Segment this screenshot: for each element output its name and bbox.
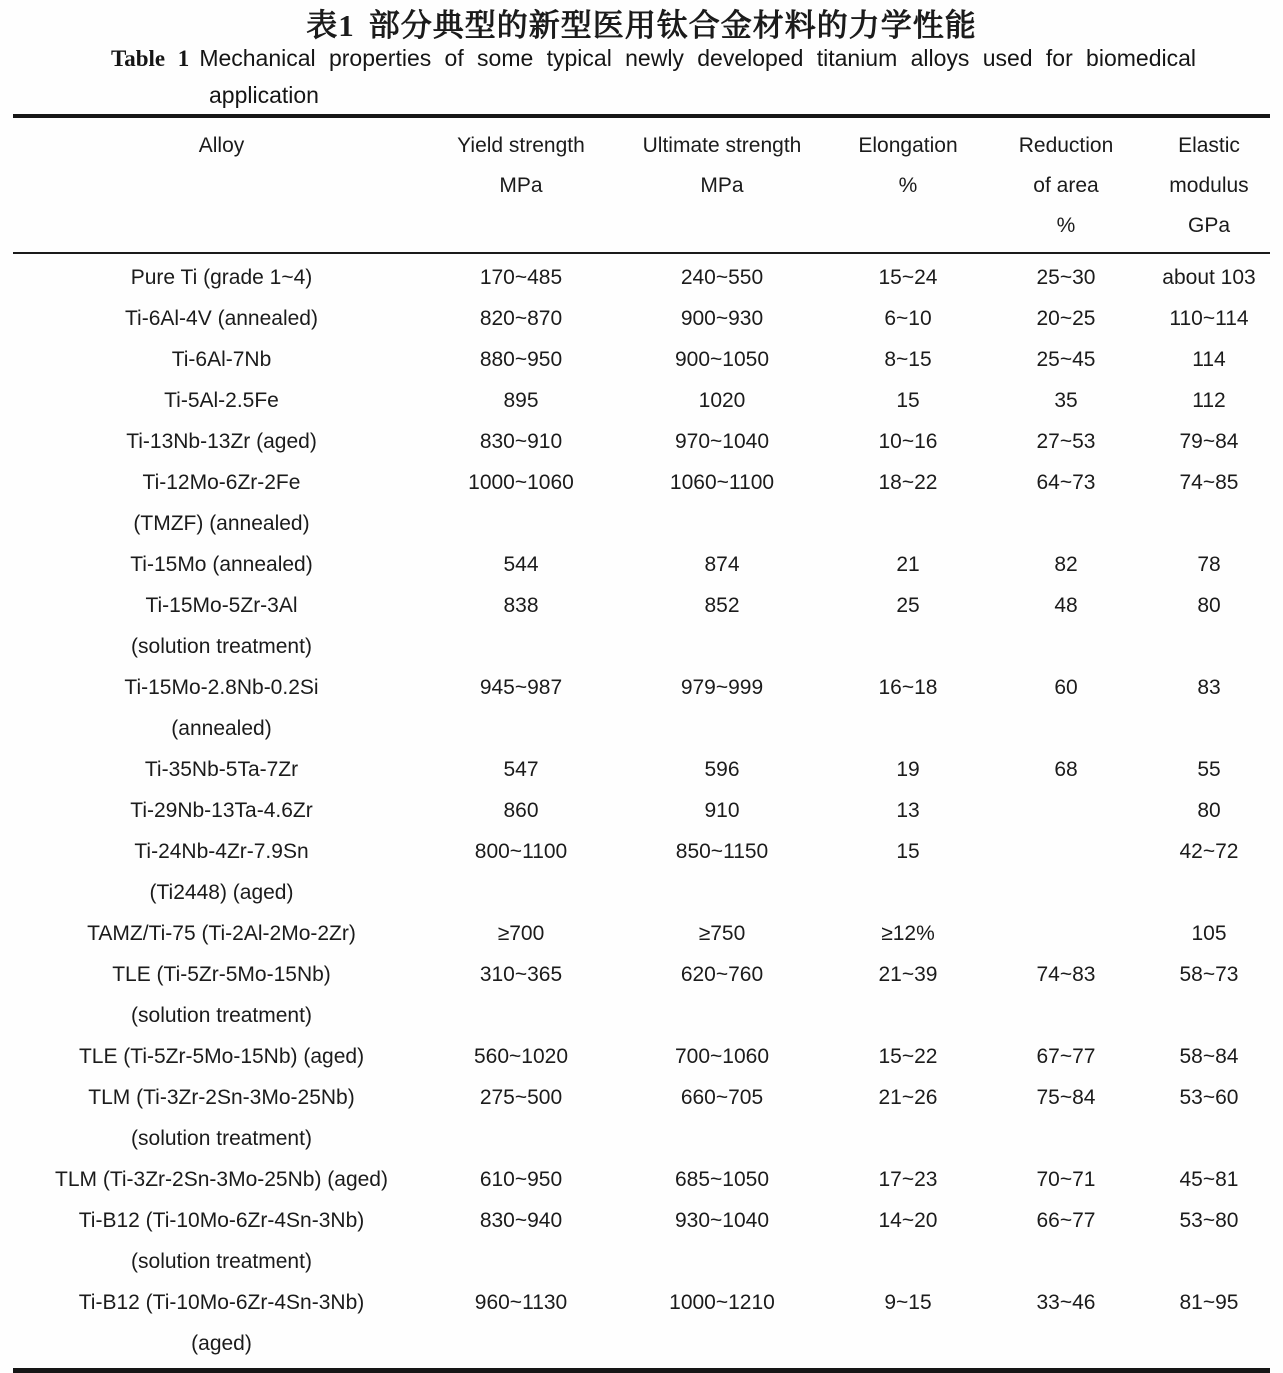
value-text: 70~71 <box>1036 1168 1096 1191</box>
value-text: 64~73 <box>1036 471 1096 494</box>
value-cell-elastic-modulus <box>1148 421 1270 462</box>
table-body <box>13 254 1270 1368</box>
alloy-name-line: (aged) <box>191 1332 252 1355</box>
value-text: 838 <box>503 594 539 617</box>
value-text: ≥12% <box>881 922 935 945</box>
value-cell-ultimate-strength <box>612 1159 832 1200</box>
value-text: 1000~1060 <box>468 471 574 494</box>
table-row <box>13 585 1270 667</box>
value-text: 35 <box>1054 389 1078 412</box>
value-text: 105 <box>1191 922 1227 945</box>
table-caption-zh-text: 部分典型的新型医用钛合金材料的力学性能 <box>368 8 977 43</box>
value-text: 15~24 <box>878 266 938 289</box>
value-text: 10~16 <box>878 430 938 453</box>
column-header-ultimate-strength <box>612 126 832 206</box>
column-header-line: MPa <box>499 174 543 197</box>
value-text <box>984 831 1148 872</box>
table-caption-zh-label: 表1 <box>306 8 355 43</box>
value-cell-elastic-modulus <box>1148 339 1270 380</box>
alloy-name-line: (solution treatment) <box>131 635 312 658</box>
table-row <box>13 749 1270 790</box>
value-text: 8~15 <box>884 348 932 371</box>
alloy-name-line: Ti-12Mo-6Zr-2Fe <box>142 471 301 494</box>
value-text: 45~81 <box>1179 1168 1239 1191</box>
value-cell-elastic-modulus <box>1148 1200 1270 1241</box>
value-text: 78 <box>1197 553 1221 576</box>
value-cell-yield-strength <box>430 462 612 503</box>
alloy-name-line: TLE (Ti-5Zr-5Mo-15Nb) <box>112 963 331 986</box>
column-header-line: Elongation <box>858 134 958 157</box>
alloy-name-line: Pure Ti (grade 1~4) <box>130 266 313 289</box>
value-text: 67~77 <box>1036 1045 1096 1068</box>
value-text: 21~39 <box>878 963 938 986</box>
value-cell-reduction-of-area <box>984 421 1148 462</box>
value-text: 48 <box>1054 594 1078 617</box>
value-cell-reduction-of-area <box>984 1077 1148 1118</box>
value-cell-reduction-of-area <box>984 831 1148 872</box>
value-cell-elongation <box>832 380 984 421</box>
value-text: 25~30 <box>1036 266 1096 289</box>
value-text: 15~22 <box>878 1045 938 1068</box>
alloy-name-line: Ti-6Al-4V (annealed) <box>125 307 318 330</box>
table-row <box>13 544 1270 585</box>
value-cell-elongation <box>832 298 984 339</box>
value-text: 685~1050 <box>674 1168 770 1191</box>
value-text: 900~930 <box>680 307 764 330</box>
value-text <box>984 790 1148 831</box>
value-text: 1060~1100 <box>669 471 775 494</box>
alloy-name-line: Ti-6Al-7Nb <box>171 348 272 371</box>
alloy-cell <box>13 585 430 667</box>
value-cell-reduction-of-area <box>984 462 1148 503</box>
value-cell-yield-strength <box>430 1159 612 1200</box>
value-text: 830~940 <box>479 1209 563 1232</box>
value-text: 240~550 <box>680 266 764 289</box>
alloy-name-line: TLM (Ti-3Zr-2Sn-3Mo-25Nb) (aged) <box>55 1168 388 1191</box>
value-cell-yield-strength <box>430 257 612 298</box>
table-row <box>13 298 1270 339</box>
value-cell-reduction-of-area <box>984 790 1148 831</box>
table-row <box>13 790 1270 831</box>
value-text: 895 <box>503 389 539 412</box>
value-text: about 103 <box>1162 266 1256 289</box>
column-header-line: Ultimate strength <box>642 134 802 157</box>
value-cell-elongation <box>832 339 984 380</box>
alloy-cell <box>13 667 430 749</box>
column-header-line: MPa <box>700 174 744 197</box>
value-cell-ultimate-strength <box>612 1077 832 1118</box>
value-cell-elastic-modulus <box>1148 749 1270 790</box>
column-header-alloy <box>13 126 430 166</box>
value-text: 20~25 <box>1036 307 1096 330</box>
alloy-name-line: TLM (Ti-3Zr-2Sn-3Mo-25Nb) <box>88 1086 355 1109</box>
value-cell-ultimate-strength <box>612 913 832 954</box>
value-cell-elongation <box>832 257 984 298</box>
value-cell-reduction-of-area <box>984 913 1148 954</box>
value-cell-elongation <box>832 585 984 626</box>
value-text: 112 <box>1192 389 1226 412</box>
value-cell-elastic-modulus <box>1148 1036 1270 1077</box>
value-cell-elongation <box>832 462 984 503</box>
value-text: 874 <box>704 553 740 576</box>
value-cell-elastic-modulus <box>1148 380 1270 421</box>
alloy-cell <box>13 831 430 913</box>
alloy-cell <box>13 298 430 339</box>
table-row <box>13 1159 1270 1200</box>
alloy-cell <box>13 749 430 790</box>
table-row <box>13 954 1270 1036</box>
value-text: 13 <box>896 799 920 822</box>
value-text: ≥700 <box>497 922 545 945</box>
alloy-cell <box>13 1036 430 1077</box>
value-cell-ultimate-strength <box>612 257 832 298</box>
properties-table <box>13 114 1270 1373</box>
alloy-cell <box>13 913 430 954</box>
alloy-cell <box>13 421 430 462</box>
value-cell-elastic-modulus <box>1148 585 1270 626</box>
value-cell-yield-strength <box>430 1200 612 1241</box>
value-cell-yield-strength <box>430 298 612 339</box>
value-text: 900~1050 <box>674 348 770 371</box>
value-text: ≥750 <box>698 922 746 945</box>
alloy-name-line: Ti-24Nb-4Zr-7.9Sn <box>134 840 309 863</box>
value-cell-elongation <box>832 790 984 831</box>
value-cell-elongation <box>832 1159 984 1200</box>
value-cell-ultimate-strength <box>612 831 832 872</box>
value-text: 80 <box>1197 594 1221 617</box>
value-text: 27~53 <box>1036 430 1096 453</box>
value-text: 74~83 <box>1036 963 1096 986</box>
value-cell-reduction-of-area <box>984 339 1148 380</box>
alloy-name-line: (TMZF) (annealed) <box>133 512 310 535</box>
value-text: 25~45 <box>1036 348 1096 371</box>
column-header-line: % <box>898 174 918 197</box>
table-row <box>13 421 1270 462</box>
value-cell-elongation <box>832 1077 984 1118</box>
table-row <box>13 913 1270 954</box>
value-text: 880~950 <box>479 348 563 371</box>
value-cell-ultimate-strength <box>612 1200 832 1241</box>
value-text: 110~114 <box>1169 307 1249 330</box>
value-cell-yield-strength <box>430 544 612 585</box>
alloy-cell <box>13 1159 430 1200</box>
table-row <box>13 1036 1270 1077</box>
table-caption-en-line2: application <box>209 82 319 108</box>
value-text: 660~705 <box>680 1086 764 1109</box>
value-cell-ultimate-strength <box>612 298 832 339</box>
column-header-line: GPa <box>1187 214 1231 237</box>
value-cell-elastic-modulus <box>1148 1077 1270 1118</box>
alloy-cell <box>13 380 430 421</box>
value-text: 83 <box>1197 676 1221 699</box>
value-cell-elastic-modulus <box>1148 462 1270 503</box>
value-cell-elongation <box>832 421 984 462</box>
value-cell-ultimate-strength <box>612 421 832 462</box>
alloy-name-line: Ti-B12 (Ti-10Mo-6Zr-4Sn-3Nb) <box>78 1209 365 1232</box>
value-text: 1000~1210 <box>669 1291 775 1314</box>
value-cell-reduction-of-area <box>984 1159 1148 1200</box>
value-cell-elongation <box>832 1282 984 1323</box>
value-text <box>984 913 1148 954</box>
value-text: 16~18 <box>878 676 938 699</box>
value-text: 58~84 <box>1179 1045 1239 1068</box>
value-text: 75~84 <box>1036 1086 1096 1109</box>
value-text: 79~84 <box>1179 430 1239 453</box>
value-text: 68 <box>1054 758 1078 781</box>
alloy-cell <box>13 1200 430 1282</box>
value-cell-elastic-modulus <box>1148 954 1270 995</box>
alloy-cell <box>13 790 430 831</box>
table-row <box>13 339 1270 380</box>
value-cell-yield-strength <box>430 1036 612 1077</box>
column-header-line: Reduction <box>1018 134 1114 157</box>
alloy-name-line: Ti-B12 (Ti-10Mo-6Zr-4Sn-3Nb) <box>78 1291 365 1314</box>
alloy-name-line: Ti-15Mo (annealed) <box>130 553 313 576</box>
value-cell-ultimate-strength <box>612 585 832 626</box>
value-cell-elongation <box>832 749 984 790</box>
value-cell-elastic-modulus <box>1148 913 1270 954</box>
value-text: 55 <box>1197 758 1221 781</box>
value-cell-yield-strength <box>430 585 612 626</box>
table-row <box>13 831 1270 913</box>
value-text: 58~73 <box>1179 963 1239 986</box>
value-text: 852 <box>704 594 740 617</box>
table-caption-en-label: Table 1 <box>111 46 190 71</box>
value-cell-ultimate-strength <box>612 790 832 831</box>
value-cell-elongation <box>832 831 984 872</box>
value-text: 620~760 <box>680 963 764 986</box>
alloy-name-line: (Ti2448) (aged) <box>149 881 294 904</box>
value-text: 860 <box>503 799 539 822</box>
value-text: 18~22 <box>878 471 938 494</box>
value-text: 114 <box>1192 348 1226 371</box>
value-cell-elastic-modulus <box>1148 544 1270 585</box>
value-cell-reduction-of-area <box>984 257 1148 298</box>
value-cell-elastic-modulus <box>1148 1282 1270 1323</box>
value-text: 80 <box>1197 799 1221 822</box>
value-text: 21 <box>896 553 920 576</box>
value-text: 547 <box>503 758 539 781</box>
value-text: 830~910 <box>479 430 563 453</box>
table-caption-en <box>111 40 1196 114</box>
column-header-line: Elastic <box>1178 134 1240 157</box>
value-cell-reduction-of-area <box>984 1282 1148 1323</box>
value-cell-reduction-of-area <box>984 298 1148 339</box>
value-cell-elongation <box>832 1200 984 1241</box>
column-header-line: of area <box>1033 174 1099 197</box>
value-text: 74~85 <box>1179 471 1239 494</box>
value-cell-reduction-of-area <box>984 749 1148 790</box>
value-cell-yield-strength <box>430 1077 612 1118</box>
value-text: 15 <box>896 389 920 412</box>
table-row <box>13 1200 1270 1282</box>
value-text: 21~26 <box>878 1086 938 1109</box>
table-caption-en-text: Mechanical properties of some typical newly developed titanium alloys used for biomedical <box>199 45 1196 71</box>
table-row <box>13 667 1270 749</box>
value-cell-yield-strength <box>430 339 612 380</box>
value-cell-ultimate-strength <box>612 544 832 585</box>
alloy-name-line: Ti-35Nb-5Ta-7Zr <box>144 758 299 781</box>
value-cell-elongation <box>832 913 984 954</box>
alloy-name-line: Ti-15Mo-2.8Nb-0.2Si <box>124 676 319 699</box>
value-cell-yield-strength <box>430 954 612 995</box>
alloy-cell <box>13 339 430 380</box>
column-header-reduction-of-area <box>984 126 1148 246</box>
value-text: 33~46 <box>1036 1291 1096 1314</box>
value-cell-reduction-of-area <box>984 585 1148 626</box>
value-cell-elongation <box>832 544 984 585</box>
value-text: 820~870 <box>479 307 563 330</box>
alloy-name-line: TAMZ/Ti-75 (Ti-2Al-2Mo-2Zr) <box>87 922 356 945</box>
value-cell-reduction-of-area <box>984 1036 1148 1077</box>
value-text: 910 <box>704 799 740 822</box>
value-text: 53~80 <box>1179 1209 1239 1232</box>
alloy-name-line: Ti-15Mo-5Zr-3Al <box>145 594 298 617</box>
value-text: 850~1150 <box>675 840 769 863</box>
value-text: 1020 <box>698 389 746 412</box>
value-text: 66~77 <box>1036 1209 1096 1232</box>
value-cell-reduction-of-area <box>984 1200 1148 1241</box>
value-text: 82 <box>1054 553 1078 576</box>
value-cell-ultimate-strength <box>612 1282 832 1323</box>
column-header-line: % <box>1056 214 1076 237</box>
value-text: 970~1040 <box>674 430 770 453</box>
value-cell-yield-strength <box>430 421 612 462</box>
value-text: 560~1020 <box>473 1045 569 1068</box>
value-cell-elastic-modulus <box>1148 831 1270 872</box>
value-text: 6~10 <box>884 307 932 330</box>
alloy-name-line: Ti-13Nb-13Zr (aged) <box>126 430 317 453</box>
value-cell-elastic-modulus <box>1148 1159 1270 1200</box>
alloy-cell <box>13 1077 430 1159</box>
value-cell-yield-strength <box>430 749 612 790</box>
value-text: 9~15 <box>884 1291 932 1314</box>
value-text: 930~1040 <box>674 1209 770 1232</box>
value-text: 17~23 <box>878 1168 938 1191</box>
alloy-name-line: (solution treatment) <box>131 1250 312 1273</box>
column-header-line: Yield strength <box>457 134 585 157</box>
value-text: 60 <box>1054 676 1078 699</box>
value-text: 14~20 <box>878 1209 938 1232</box>
table-row <box>13 462 1270 544</box>
value-cell-elongation <box>832 667 984 708</box>
alloy-cell <box>13 544 430 585</box>
value-cell-yield-strength <box>430 667 612 708</box>
column-header-yield-strength <box>430 126 612 206</box>
value-cell-yield-strength <box>430 913 612 954</box>
value-cell-yield-strength <box>430 790 612 831</box>
column-header-elongation <box>832 126 984 206</box>
column-header-line: modulus <box>1169 174 1249 197</box>
value-cell-yield-strength <box>430 380 612 421</box>
value-cell-elongation <box>832 1036 984 1077</box>
value-cell-elastic-modulus <box>1148 298 1270 339</box>
alloy-cell <box>13 462 430 544</box>
value-text: 53~60 <box>1179 1086 1239 1109</box>
value-cell-reduction-of-area <box>984 544 1148 585</box>
value-text: 19 <box>896 758 920 781</box>
alloy-cell <box>13 257 430 298</box>
value-text: 596 <box>704 758 740 781</box>
value-cell-reduction-of-area <box>984 667 1148 708</box>
value-cell-yield-strength <box>430 1282 612 1323</box>
value-text: 25 <box>896 594 920 617</box>
alloy-name-line: (solution treatment) <box>131 1127 312 1150</box>
value-cell-yield-strength <box>430 831 612 872</box>
value-text: 310~365 <box>479 963 563 986</box>
column-header-line: Alloy <box>198 134 245 157</box>
value-text: 42~72 <box>1179 840 1239 863</box>
value-cell-ultimate-strength <box>612 749 832 790</box>
value-cell-ultimate-strength <box>612 954 832 995</box>
table-row <box>13 1077 1270 1159</box>
table-row <box>13 257 1270 298</box>
value-cell-elongation <box>832 954 984 995</box>
value-text: 275~500 <box>479 1086 563 1109</box>
alloy-name-line: (annealed) <box>171 717 272 740</box>
value-text: 945~987 <box>479 676 563 699</box>
value-cell-ultimate-strength <box>612 462 832 503</box>
alloy-name-line: TLE (Ti-5Zr-5Mo-15Nb) (aged) <box>78 1045 365 1068</box>
value-cell-elastic-modulus <box>1148 667 1270 708</box>
column-header-elastic-modulus <box>1148 126 1270 246</box>
value-text: 81~95 <box>1179 1291 1239 1314</box>
value-text: 610~950 <box>479 1168 563 1191</box>
value-cell-ultimate-strength <box>612 339 832 380</box>
table-row <box>13 380 1270 421</box>
value-cell-elastic-modulus <box>1148 790 1270 831</box>
value-cell-reduction-of-area <box>984 954 1148 995</box>
alloy-cell <box>13 954 430 1036</box>
value-text: 15 <box>896 840 920 863</box>
value-cell-ultimate-strength <box>612 1036 832 1077</box>
value-cell-ultimate-strength <box>612 380 832 421</box>
value-text: 960~1130 <box>474 1291 568 1314</box>
value-cell-reduction-of-area <box>984 380 1148 421</box>
value-text: 979~999 <box>680 676 764 699</box>
value-cell-ultimate-strength <box>612 667 832 708</box>
table-row <box>13 1282 1270 1364</box>
alloy-name-line: Ti-5Al-2.5Fe <box>164 389 279 412</box>
value-text: 800~1100 <box>474 840 568 863</box>
alloy-name-line: Ti-29Nb-13Ta-4.6Zr <box>130 799 313 822</box>
value-cell-elastic-modulus <box>1148 257 1270 298</box>
value-text: 544 <box>503 553 539 576</box>
alloy-cell <box>13 1282 430 1364</box>
table-header-row <box>13 118 1270 254</box>
value-text: 700~1060 <box>674 1045 770 1068</box>
alloy-name-line: (solution treatment) <box>131 1004 312 1027</box>
table-caption-en-line1 <box>111 40 1196 77</box>
value-text: 170~485 <box>479 266 563 289</box>
